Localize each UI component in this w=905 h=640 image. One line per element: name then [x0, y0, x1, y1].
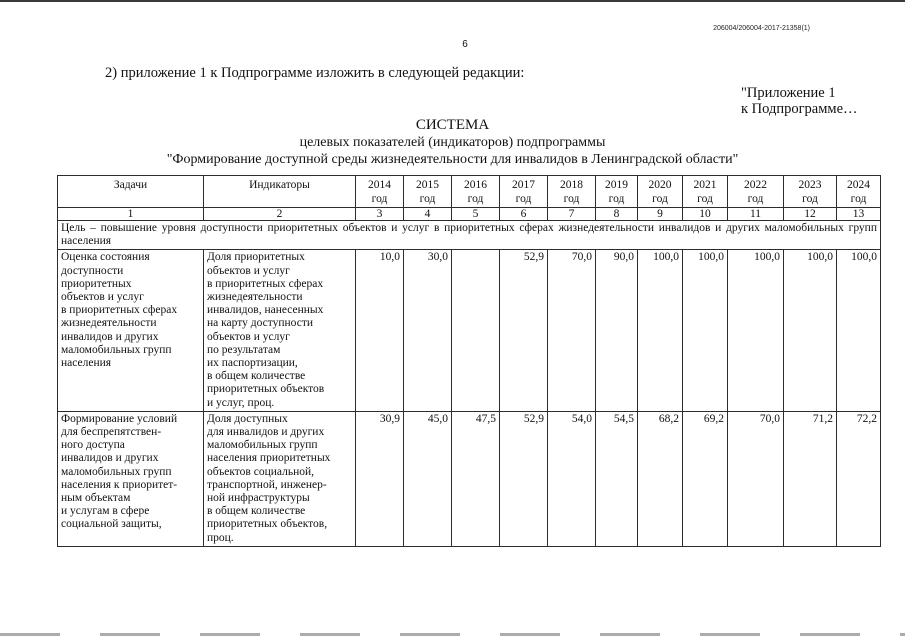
year-unit: год — [652, 193, 668, 205]
document-id: 206004/206004-2017-21358(1) — [713, 25, 810, 32]
year-unit: год — [747, 193, 764, 205]
year-label: 2015 — [416, 179, 439, 191]
task-cell: Формирование условий для беспрепятствен- ного доступа инвалидов и других маломобильных групп населения к приоритет- ным объектам и услугам в сфере социальной защиты, — [58, 411, 204, 546]
header-tasks: Задачи — [58, 176, 204, 208]
value-cell: 71,2 — [784, 411, 837, 546]
year-unit: год — [419, 193, 436, 205]
column-number-row — [58, 208, 881, 221]
indicator-cell: Доля приоритетных объектов и услуг в приоритетных сферах жизнедеятельности инвалидов, нанесенных на карту доступности объектов и услуг по результатам их паспортизации, в общем количестве приоритетных объектов и услуг, проц. — [204, 250, 356, 411]
value-cell: 100,0 — [837, 250, 881, 411]
column-number: 1 — [58, 208, 204, 221]
year-unit: год — [515, 193, 532, 205]
value-cell: 70,0 — [728, 411, 784, 546]
column-number: 12 — [784, 208, 837, 221]
value-cell: 69,2 — [683, 411, 728, 546]
year-label: 2022 — [744, 179, 767, 191]
top-scan-border — [0, 0, 905, 2]
header-year — [596, 176, 638, 208]
year-label: 2019 — [605, 179, 628, 191]
value-cell: 10,0 — [356, 250, 404, 411]
column-number: 5 — [452, 208, 500, 221]
value-cell: 100,0 — [728, 250, 784, 411]
table-row — [58, 250, 881, 411]
column-number: 11 — [728, 208, 784, 221]
value-cell: 30,0 — [404, 250, 452, 411]
goal-row — [58, 221, 881, 250]
column-number: 8 — [596, 208, 638, 221]
year-label: 2021 — [693, 179, 717, 191]
header-year — [548, 176, 596, 208]
value-cell: 45,0 — [404, 411, 452, 546]
value-cell: 100,0 — [784, 250, 837, 411]
goal-text: Цель – повышение уровня доступности приоритетных объектов и услуг в приоритетных сферах жизнедеятельности инвалидов и других маломобильных групп населения — [58, 221, 881, 250]
appendix-label-line2: к Подпрограмме… — [741, 101, 858, 117]
header-year — [638, 176, 683, 208]
value-cell: 68,2 — [638, 411, 683, 546]
column-number: 7 — [548, 208, 596, 221]
value-cell: 54,0 — [548, 411, 596, 546]
document-subtitle: целевых показателей (индикаторов) подпрограммы — [299, 135, 606, 150]
header-year — [683, 176, 728, 208]
year-label: 2024 — [847, 179, 870, 191]
year-label: 2023 — [798, 179, 822, 191]
year-label: 2014 — [368, 179, 391, 191]
appendix-label — [741, 85, 858, 117]
page-number: 6 — [462, 39, 468, 50]
value-cell: 47,5 — [452, 411, 500, 546]
value-cell: 90,0 — [596, 250, 638, 411]
year-unit: год — [371, 193, 388, 205]
header-row — [58, 176, 881, 208]
year-label: 2018 — [560, 179, 583, 191]
value-cell: 100,0 — [638, 250, 683, 411]
intro-text: 2) приложение 1 к Подпрограмме изложить в следующей редакции: — [105, 65, 525, 81]
year-unit: год — [802, 193, 818, 205]
column-number: 13 — [837, 208, 881, 221]
value-cell: 54,5 — [596, 411, 638, 546]
indicators-table — [57, 175, 881, 547]
year-unit: год — [850, 193, 867, 205]
task-cell: Оценка состояния доступности приоритетных объектов и услуг в приоритетных сферах жизнедеятельности инвалидов и других маломобильных групп населения — [58, 250, 204, 411]
program-name: "Формирование доступной среды жизнедеятельности для инвалидов в Ленинградской области" — [166, 152, 739, 167]
appendix-label-line1: "Приложение 1 — [741, 85, 836, 101]
header-indicators: Индикаторы — [204, 176, 356, 208]
header-year — [500, 176, 548, 208]
document-title: СИСТЕМА — [415, 117, 490, 133]
header-year — [356, 176, 404, 208]
year-unit: год — [697, 193, 713, 205]
value-cell — [452, 250, 500, 411]
header-year — [728, 176, 784, 208]
column-number: 4 — [404, 208, 452, 221]
value-cell: 52,9 — [500, 250, 548, 411]
column-number: 6 — [500, 208, 548, 221]
column-number: 10 — [683, 208, 728, 221]
bottom-scan-border — [0, 633, 905, 636]
header-year — [404, 176, 452, 208]
column-number: 3 — [356, 208, 404, 221]
value-cell: 70,0 — [548, 250, 596, 411]
value-cell: 52,9 — [500, 411, 548, 546]
value-cell: 72,2 — [837, 411, 881, 546]
indicator-cell: Доля доступных для инвалидов и других маломобильных групп населения приоритетных объектов социальной, транспортной, инженер- ной инфраструктуры в общем количестве приоритетных объектов, проц. — [204, 411, 356, 546]
value-cell: 30,9 — [356, 411, 404, 546]
column-number: 2 — [204, 208, 356, 221]
column-number: 9 — [638, 208, 683, 221]
year-unit: год — [608, 193, 625, 205]
year-label: 2020 — [648, 179, 672, 191]
header-year — [837, 176, 881, 208]
year-label: 2017 — [512, 179, 535, 191]
header-year — [784, 176, 837, 208]
header-year — [452, 176, 500, 208]
year-unit: год — [467, 193, 484, 205]
year-label: 2016 — [464, 179, 487, 191]
year-unit: год — [563, 193, 580, 205]
table-row — [58, 411, 881, 546]
value-cell: 100,0 — [683, 250, 728, 411]
